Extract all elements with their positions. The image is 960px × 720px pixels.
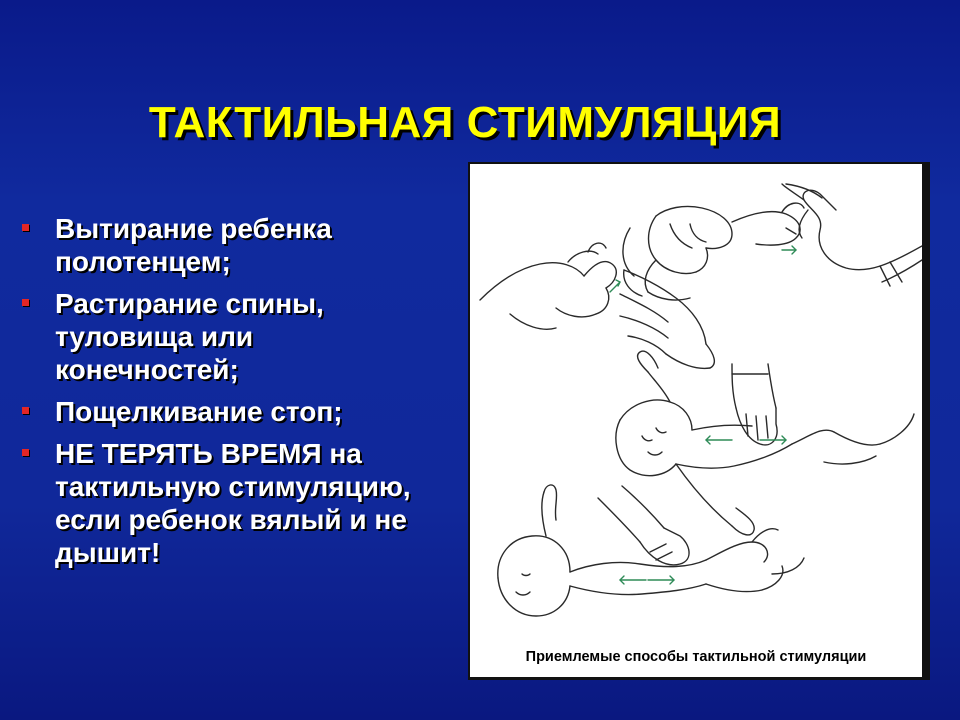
bullet-square-icon (22, 407, 29, 414)
bullet-square-icon (22, 299, 29, 306)
bullet-item (22, 437, 442, 569)
bullet-square-icon (22, 224, 29, 231)
bullet-square-icon (22, 449, 29, 456)
bullet-text: НЕ ТЕРЯТЬ ВРЕМЯ на тактильную стимуляцию, если ребенок вялый и не дышит! (55, 438, 411, 568)
tactile-stimulation-illustration (470, 164, 922, 634)
bullet-item (22, 287, 442, 386)
bullet-text: Растирание спины, туловища или конечностей; (55, 288, 324, 385)
bullet-text: Вытирание ребенка полотенцем; (55, 213, 332, 277)
foot-flicking-drawing (623, 184, 922, 300)
illustration-panel (468, 162, 930, 680)
back-rubbing-drawing (616, 351, 914, 535)
slide-title: ТАКТИЛЬНАЯ СТИМУЛЯЦИЯ (148, 98, 782, 147)
bullet-item (22, 395, 442, 428)
bullet-text: Пощелкивание стоп; (55, 396, 343, 427)
foot-slapping-drawing (480, 243, 714, 368)
bullet-list (22, 212, 442, 578)
bullet-item (22, 212, 442, 278)
figure-caption: Приемлемые способы тактильной стимуляции (525, 649, 867, 665)
trunk-rubbing-drawing (498, 485, 804, 616)
